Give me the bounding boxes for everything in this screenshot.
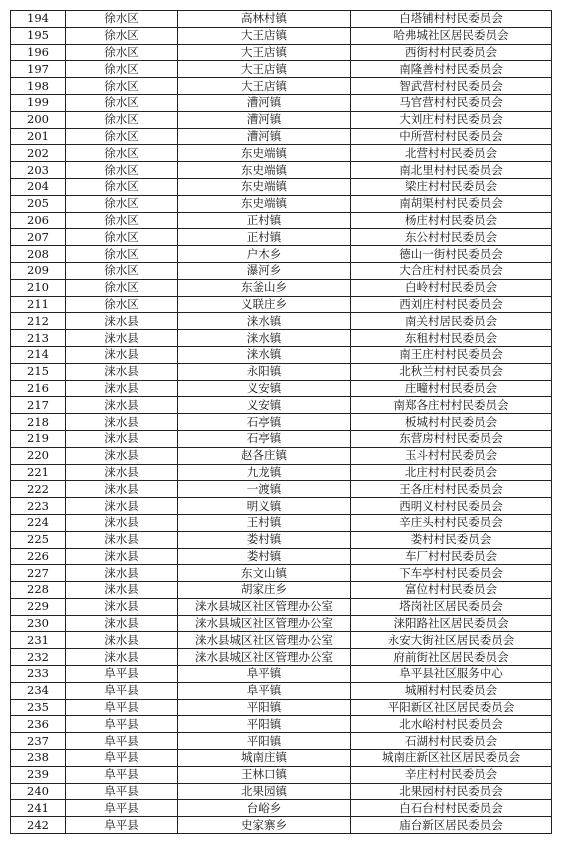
town-cell: 一渡镇 xyxy=(178,481,351,498)
committee-cell: 东营房村村民委员会 xyxy=(351,430,552,447)
district-cell: 徐水区 xyxy=(66,44,178,61)
row-number-cell: 239 xyxy=(11,766,66,783)
table-row xyxy=(11,531,552,548)
row-number-cell: 229 xyxy=(11,598,66,615)
town-cell: 涞水镇 xyxy=(178,313,351,330)
committee-cell: 塔岗社区居民委员会 xyxy=(351,598,552,615)
committee-cell: 智武营村村民委员会 xyxy=(351,78,552,95)
row-number-cell: 219 xyxy=(11,430,66,447)
town-cell: 平阳镇 xyxy=(178,733,351,750)
town-cell: 北果园镇 xyxy=(178,783,351,800)
town-cell: 涞水县城区社区管理办公室 xyxy=(178,632,351,649)
row-number-cell: 224 xyxy=(11,514,66,531)
district-cell: 涞水县 xyxy=(66,598,178,615)
row-number-cell: 241 xyxy=(11,800,66,817)
table-row xyxy=(11,733,552,750)
district-cell: 涞水县 xyxy=(66,548,178,565)
district-cell: 涞水县 xyxy=(66,498,178,515)
committee-cell: 下车亭村村民委员会 xyxy=(351,565,552,582)
town-cell: 大王店镇 xyxy=(178,27,351,44)
row-number-cell: 232 xyxy=(11,649,66,666)
committee-cell: 东公村村民委员会 xyxy=(351,229,552,246)
district-cell: 涞水县 xyxy=(66,582,178,599)
committee-cell: 石湖村村民委员会 xyxy=(351,733,552,750)
town-cell: 王村镇 xyxy=(178,514,351,531)
table-row xyxy=(11,11,552,28)
committee-cell: 南隆善村村民委员会 xyxy=(351,61,552,78)
town-cell: 大王店镇 xyxy=(178,61,351,78)
row-number-cell: 212 xyxy=(11,313,66,330)
town-cell: 瀑河乡 xyxy=(178,262,351,279)
table-row xyxy=(11,682,552,699)
table-row xyxy=(11,145,552,162)
district-cell: 徐水区 xyxy=(66,296,178,313)
row-number-cell: 237 xyxy=(11,733,66,750)
row-number-cell: 227 xyxy=(11,565,66,582)
row-number-cell: 197 xyxy=(11,61,66,78)
table-row xyxy=(11,44,552,61)
table-row xyxy=(11,128,552,145)
table-row xyxy=(11,380,552,397)
town-cell: 娄村镇 xyxy=(178,548,351,565)
row-number-cell: 209 xyxy=(11,262,66,279)
row-number-cell: 199 xyxy=(11,94,66,111)
district-cell: 涞水县 xyxy=(66,481,178,498)
table-row xyxy=(11,27,552,44)
district-cell: 徐水区 xyxy=(66,212,178,229)
committee-cell: 车厂村村民委员会 xyxy=(351,548,552,565)
town-cell: 阜平镇 xyxy=(178,682,351,699)
table-row xyxy=(11,582,552,599)
row-number-cell: 240 xyxy=(11,783,66,800)
district-cell: 涞水县 xyxy=(66,380,178,397)
committee-cell: 大合庄村村民委员会 xyxy=(351,262,552,279)
committee-cell: 北水峪村村民委员会 xyxy=(351,716,552,733)
committee-cell: 南郑各庄村村民委员会 xyxy=(351,397,552,414)
town-cell: 涞水县城区社区管理办公室 xyxy=(178,649,351,666)
table-row xyxy=(11,783,552,800)
town-cell: 涞水县城区社区管理办公室 xyxy=(178,615,351,632)
town-cell: 阜平镇 xyxy=(178,666,351,683)
committee-cell: 西明义村村民委员会 xyxy=(351,498,552,515)
row-number-cell: 228 xyxy=(11,582,66,599)
row-number-cell: 234 xyxy=(11,682,66,699)
committee-cell: 辛庄头村村民委员会 xyxy=(351,514,552,531)
district-cell: 徐水区 xyxy=(66,78,178,95)
committee-cell: 玉斗村村民委员会 xyxy=(351,447,552,464)
town-cell: 户木乡 xyxy=(178,246,351,263)
town-cell: 东史端镇 xyxy=(178,195,351,212)
table-row xyxy=(11,94,552,111)
row-number-cell: 213 xyxy=(11,330,66,347)
row-number-cell: 236 xyxy=(11,716,66,733)
district-cell: 阜平县 xyxy=(66,783,178,800)
town-cell: 东史端镇 xyxy=(178,178,351,195)
row-number-cell: 238 xyxy=(11,750,66,767)
committee-cell: 马官营村村民委员会 xyxy=(351,94,552,111)
town-cell: 义联庄乡 xyxy=(178,296,351,313)
town-cell: 漕河镇 xyxy=(178,94,351,111)
district-cell: 徐水区 xyxy=(66,279,178,296)
district-cell: 阜平县 xyxy=(66,699,178,716)
district-cell: 徐水区 xyxy=(66,94,178,111)
district-cell: 阜平县 xyxy=(66,766,178,783)
table-row xyxy=(11,346,552,363)
town-cell: 胡家庄乡 xyxy=(178,582,351,599)
committee-cell: 城厢村村民委员会 xyxy=(351,682,552,699)
town-cell: 永阳镇 xyxy=(178,363,351,380)
district-cell: 涞水县 xyxy=(66,565,178,582)
row-number-cell: 233 xyxy=(11,666,66,683)
committee-cell: 南王庄村村民委员会 xyxy=(351,346,552,363)
table-row xyxy=(11,498,552,515)
district-cell: 涞水县 xyxy=(66,531,178,548)
town-cell: 平阳镇 xyxy=(178,716,351,733)
table-row xyxy=(11,615,552,632)
row-number-cell: 221 xyxy=(11,464,66,481)
district-cell: 涞水县 xyxy=(66,649,178,666)
committee-cell: 哈弗城社区居民委员会 xyxy=(351,27,552,44)
table-row xyxy=(11,716,552,733)
town-cell: 娄村镇 xyxy=(178,531,351,548)
district-cell: 徐水区 xyxy=(66,229,178,246)
district-cell: 徐水区 xyxy=(66,61,178,78)
town-cell: 史家寨乡 xyxy=(178,817,351,834)
table-row xyxy=(11,548,552,565)
row-number-cell: 210 xyxy=(11,279,66,296)
committee-cell: 平阳新区社区居民委员会 xyxy=(351,699,552,716)
town-cell: 台峪乡 xyxy=(178,800,351,817)
district-cell: 徐水区 xyxy=(66,262,178,279)
table-row xyxy=(11,598,552,615)
district-cell: 涞水县 xyxy=(66,447,178,464)
committee-cell: 东租村村民委员会 xyxy=(351,330,552,347)
town-cell: 涞水县城区社区管理办公室 xyxy=(178,598,351,615)
row-number-cell: 214 xyxy=(11,346,66,363)
committee-cell: 西刘庄村村民委员会 xyxy=(351,296,552,313)
district-cell: 涞水县 xyxy=(66,615,178,632)
town-cell: 漕河镇 xyxy=(178,128,351,145)
table-row xyxy=(11,430,552,447)
row-number-cell: 205 xyxy=(11,195,66,212)
district-cell: 徐水区 xyxy=(66,128,178,145)
table-row xyxy=(11,481,552,498)
committee-cell: 庙台新区居民委员会 xyxy=(351,817,552,834)
row-number-cell: 223 xyxy=(11,498,66,515)
table-row xyxy=(11,447,552,464)
row-number-cell: 207 xyxy=(11,229,66,246)
row-number-cell: 225 xyxy=(11,531,66,548)
committee-cell: 板城村村民委员会 xyxy=(351,414,552,431)
committee-cell: 南关村居民委员会 xyxy=(351,313,552,330)
row-number-cell: 211 xyxy=(11,296,66,313)
district-cell: 涞水县 xyxy=(66,632,178,649)
committee-cell: 大刘庄村村民委员会 xyxy=(351,111,552,128)
table-row xyxy=(11,111,552,128)
row-number-cell: 194 xyxy=(11,11,66,28)
committee-cell: 富位村村民委员会 xyxy=(351,582,552,599)
town-cell: 高林村镇 xyxy=(178,11,351,28)
row-number-cell: 203 xyxy=(11,162,66,179)
row-number-cell: 216 xyxy=(11,380,66,397)
district-cell: 涞水县 xyxy=(66,363,178,380)
town-cell: 大王店镇 xyxy=(178,44,351,61)
town-cell: 涞水镇 xyxy=(178,346,351,363)
committee-cell: 北营村村民委员会 xyxy=(351,145,552,162)
row-number-cell: 226 xyxy=(11,548,66,565)
row-number-cell: 198 xyxy=(11,78,66,95)
row-number-cell: 222 xyxy=(11,481,66,498)
table-row xyxy=(11,162,552,179)
row-number-cell: 196 xyxy=(11,44,66,61)
committee-cell: 永安大街社区居民委员会 xyxy=(351,632,552,649)
town-cell: 石亭镇 xyxy=(178,430,351,447)
district-cell: 阜平县 xyxy=(66,800,178,817)
table-row xyxy=(11,632,552,649)
committee-cell: 中所营村村民委员会 xyxy=(351,128,552,145)
table-row xyxy=(11,279,552,296)
town-cell: 东史端镇 xyxy=(178,145,351,162)
table-row xyxy=(11,296,552,313)
district-cell: 阜平县 xyxy=(66,817,178,834)
district-cell: 涞水县 xyxy=(66,514,178,531)
row-number-cell: 230 xyxy=(11,615,66,632)
table-row xyxy=(11,313,552,330)
town-cell: 石亭镇 xyxy=(178,414,351,431)
committee-table xyxy=(10,10,552,834)
committee-cell: 北庄村村民委员会 xyxy=(351,464,552,481)
district-cell: 阜平县 xyxy=(66,733,178,750)
committee-cell: 府前街社区居民委员会 xyxy=(351,649,552,666)
row-number-cell: 202 xyxy=(11,145,66,162)
committee-cell: 南北里村村民委员会 xyxy=(351,162,552,179)
committee-cell: 北果园村村民委员会 xyxy=(351,783,552,800)
table-body xyxy=(11,11,552,834)
table-row xyxy=(11,212,552,229)
district-cell: 徐水区 xyxy=(66,145,178,162)
district-cell: 涞水县 xyxy=(66,464,178,481)
committee-cell: 涞阳路社区居民委员会 xyxy=(351,615,552,632)
district-cell: 徐水区 xyxy=(66,111,178,128)
town-cell: 义安镇 xyxy=(178,380,351,397)
district-cell: 徐水区 xyxy=(66,246,178,263)
table-row xyxy=(11,178,552,195)
table-row xyxy=(11,78,552,95)
table-row xyxy=(11,800,552,817)
row-number-cell: 201 xyxy=(11,128,66,145)
town-cell: 东文山镇 xyxy=(178,565,351,582)
row-number-cell: 215 xyxy=(11,363,66,380)
town-cell: 涞水镇 xyxy=(178,330,351,347)
row-number-cell: 220 xyxy=(11,447,66,464)
town-cell: 大王店镇 xyxy=(178,78,351,95)
table-row xyxy=(11,397,552,414)
row-number-cell: 195 xyxy=(11,27,66,44)
town-cell: 城南庄镇 xyxy=(178,750,351,767)
table-row xyxy=(11,750,552,767)
district-cell: 阜平县 xyxy=(66,682,178,699)
district-cell: 徐水区 xyxy=(66,195,178,212)
town-cell: 正村镇 xyxy=(178,229,351,246)
town-cell: 漕河镇 xyxy=(178,111,351,128)
committee-cell: 阜平县社区服务中心 xyxy=(351,666,552,683)
district-cell: 徐水区 xyxy=(66,162,178,179)
table-row xyxy=(11,61,552,78)
table-row xyxy=(11,699,552,716)
district-cell: 徐水区 xyxy=(66,27,178,44)
committee-cell: 白岭村村民委员会 xyxy=(351,279,552,296)
district-cell: 徐水区 xyxy=(66,178,178,195)
row-number-cell: 217 xyxy=(11,397,66,414)
table-row xyxy=(11,229,552,246)
committee-cell: 北秋兰村村民委员会 xyxy=(351,363,552,380)
row-number-cell: 208 xyxy=(11,246,66,263)
town-cell: 东史端镇 xyxy=(178,162,351,179)
district-cell: 阜平县 xyxy=(66,666,178,683)
committee-cell: 西街村村民委员会 xyxy=(351,44,552,61)
table-row xyxy=(11,330,552,347)
district-cell: 徐水区 xyxy=(66,11,178,28)
table-row xyxy=(11,195,552,212)
row-number-cell: 204 xyxy=(11,178,66,195)
district-cell: 涞水县 xyxy=(66,330,178,347)
table-row xyxy=(11,666,552,683)
table-row xyxy=(11,414,552,431)
committee-cell: 杨庄村村民委员会 xyxy=(351,212,552,229)
row-number-cell: 242 xyxy=(11,817,66,834)
committee-cell: 德山一街村民委员会 xyxy=(351,246,552,263)
committee-cell: 南胡渠村村民委员会 xyxy=(351,195,552,212)
committee-cell: 白塔铺村村民委员会 xyxy=(351,11,552,28)
committee-cell: 梁庄村村民委员会 xyxy=(351,178,552,195)
town-cell: 明义镇 xyxy=(178,498,351,515)
town-cell: 赵各庄镇 xyxy=(178,447,351,464)
district-cell: 涞水县 xyxy=(66,430,178,447)
table-row xyxy=(11,246,552,263)
row-number-cell: 235 xyxy=(11,699,66,716)
district-cell: 涞水县 xyxy=(66,346,178,363)
row-number-cell: 206 xyxy=(11,212,66,229)
table-row xyxy=(11,262,552,279)
district-cell: 阜平县 xyxy=(66,750,178,767)
table-row xyxy=(11,464,552,481)
committee-cell: 白石台村村民委员会 xyxy=(351,800,552,817)
district-cell: 涞水县 xyxy=(66,313,178,330)
town-cell: 王林口镇 xyxy=(178,766,351,783)
committee-cell: 辛庄村村民委员会 xyxy=(351,766,552,783)
row-number-cell: 231 xyxy=(11,632,66,649)
committee-cell: 庄疃村村民委员会 xyxy=(351,380,552,397)
committee-cell: 城南庄新区社区居民委员会 xyxy=(351,750,552,767)
table-row xyxy=(11,363,552,380)
committee-cell: 娄村村民委员会 xyxy=(351,531,552,548)
district-cell: 涞水县 xyxy=(66,414,178,431)
town-cell: 正村镇 xyxy=(178,212,351,229)
town-cell: 九龙镇 xyxy=(178,464,351,481)
district-cell: 阜平县 xyxy=(66,716,178,733)
table-row xyxy=(11,565,552,582)
table-row xyxy=(11,766,552,783)
table-row xyxy=(11,514,552,531)
town-cell: 义安镇 xyxy=(178,397,351,414)
row-number-cell: 200 xyxy=(11,111,66,128)
town-cell: 东釜山乡 xyxy=(178,279,351,296)
town-cell: 平阳镇 xyxy=(178,699,351,716)
district-cell: 涞水县 xyxy=(66,397,178,414)
table-row xyxy=(11,817,552,834)
committee-cell: 王各庄村村民委员会 xyxy=(351,481,552,498)
table-row xyxy=(11,649,552,666)
row-number-cell: 218 xyxy=(11,414,66,431)
